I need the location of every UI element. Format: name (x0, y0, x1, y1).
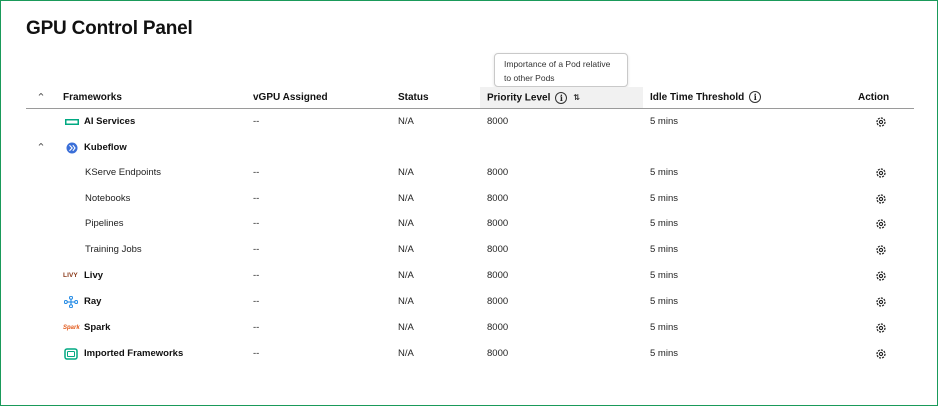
idle-value: 5 mins (650, 322, 678, 333)
kubeflow-icon (65, 142, 79, 154)
table-row (1, 315, 938, 341)
table-row (1, 109, 938, 135)
header-priority-label: Priority Level (487, 92, 551, 104)
idle-value: 5 mins (650, 244, 678, 255)
status-value: N/A (398, 296, 414, 307)
vgpu-value: -- (253, 218, 260, 229)
header-status: Status (398, 92, 429, 103)
table-row (1, 211, 938, 237)
priority-value: 8000 (487, 322, 509, 333)
idle-value: 5 mins (650, 270, 678, 281)
framework-name[interactable]: KServe Endpoints (85, 167, 162, 178)
framework-name[interactable]: AI Services (84, 116, 136, 127)
header-idle-time-threshold (650, 88, 761, 108)
tooltip-line-1: Importance of a Pod relative (504, 59, 611, 69)
header-frameworks: Frameworks (63, 92, 122, 103)
imported-frameworks-icon (64, 348, 78, 360)
idle-info-icon[interactable]: i (749, 91, 761, 103)
priority-value: 8000 (487, 270, 509, 281)
priority-value: 8000 (487, 218, 509, 229)
header-vgpu-assigned: vGPU Assigned (253, 92, 328, 103)
table-row-group (1, 135, 938, 161)
vgpu-value: -- (253, 348, 260, 359)
header-action: Action (858, 92, 890, 103)
settings-gear-icon[interactable] (875, 270, 887, 282)
table-row (1, 237, 938, 263)
priority-value: 8000 (487, 348, 509, 359)
settings-gear-icon[interactable] (875, 322, 887, 334)
ai-services-icon (65, 116, 79, 128)
status-value: N/A (398, 193, 414, 204)
livy-icon: LIVY (63, 272, 78, 279)
idle-value: 5 mins (650, 116, 678, 127)
vgpu-value: -- (253, 116, 260, 127)
spark-icon: Spark (63, 325, 80, 331)
framework-name[interactable]: Pipelines (85, 218, 124, 229)
settings-gear-icon[interactable] (875, 296, 887, 308)
vgpu-value: -- (253, 244, 260, 255)
vgpu-value: -- (253, 296, 260, 307)
vgpu-value: -- (253, 167, 260, 178)
idle-value: 5 mins (650, 167, 678, 178)
framework-name[interactable]: Imported Frameworks (84, 348, 184, 359)
priority-value: 8000 (487, 244, 509, 255)
sort-icon[interactable]: ⇅ (573, 93, 581, 102)
idle-value: 5 mins (650, 296, 678, 307)
idle-value: 5 mins (650, 218, 678, 229)
idle-value: 5 mins (650, 348, 678, 359)
table-row (1, 341, 938, 367)
table-row (1, 160, 938, 186)
priority-value: 8000 (487, 193, 509, 204)
settings-gear-icon[interactable] (875, 167, 887, 179)
table-row (1, 263, 938, 289)
collapse-all-icon[interactable]: ⌃ (36, 91, 46, 104)
ray-icon (64, 296, 78, 308)
priority-value: 8000 (487, 296, 509, 307)
priority-info-icon[interactable]: i (555, 92, 567, 104)
status-value: N/A (398, 270, 414, 281)
settings-gear-icon[interactable] (875, 348, 887, 360)
table-row (1, 289, 938, 315)
header-priority-level[interactable] (487, 88, 580, 108)
framework-name[interactable]: Livy (84, 270, 104, 281)
settings-gear-icon[interactable] (875, 218, 887, 230)
status-value: N/A (398, 244, 414, 255)
priority-tooltip (494, 53, 628, 87)
tooltip-line-2: to other Pods (504, 73, 555, 83)
settings-gear-icon[interactable] (875, 244, 887, 256)
status-value: N/A (398, 167, 414, 178)
framework-name[interactable]: Kubeflow (84, 142, 127, 153)
table-row (1, 186, 938, 212)
status-value: N/A (398, 218, 414, 229)
vgpu-value: -- (253, 270, 260, 281)
idle-value: 5 mins (650, 193, 678, 204)
framework-name[interactable]: Training Jobs (85, 244, 142, 255)
settings-gear-icon[interactable] (875, 116, 887, 128)
settings-gear-icon[interactable] (875, 193, 887, 205)
status-value: N/A (398, 322, 414, 333)
status-value: N/A (398, 348, 414, 359)
header-idle-label: Idle Time Threshold (650, 92, 745, 103)
status-value: N/A (398, 116, 414, 127)
priority-value: 8000 (487, 116, 509, 127)
vgpu-value: -- (253, 193, 260, 204)
framework-name[interactable]: Spark (84, 322, 111, 333)
collapse-kubeflow-icon[interactable]: ⌃ (36, 141, 46, 154)
framework-name[interactable]: Ray (84, 296, 102, 307)
framework-name[interactable]: Notebooks (85, 193, 131, 204)
priority-value: 8000 (487, 167, 509, 178)
page-title: GPU Control Panel (26, 18, 193, 39)
vgpu-value: -- (253, 322, 260, 333)
